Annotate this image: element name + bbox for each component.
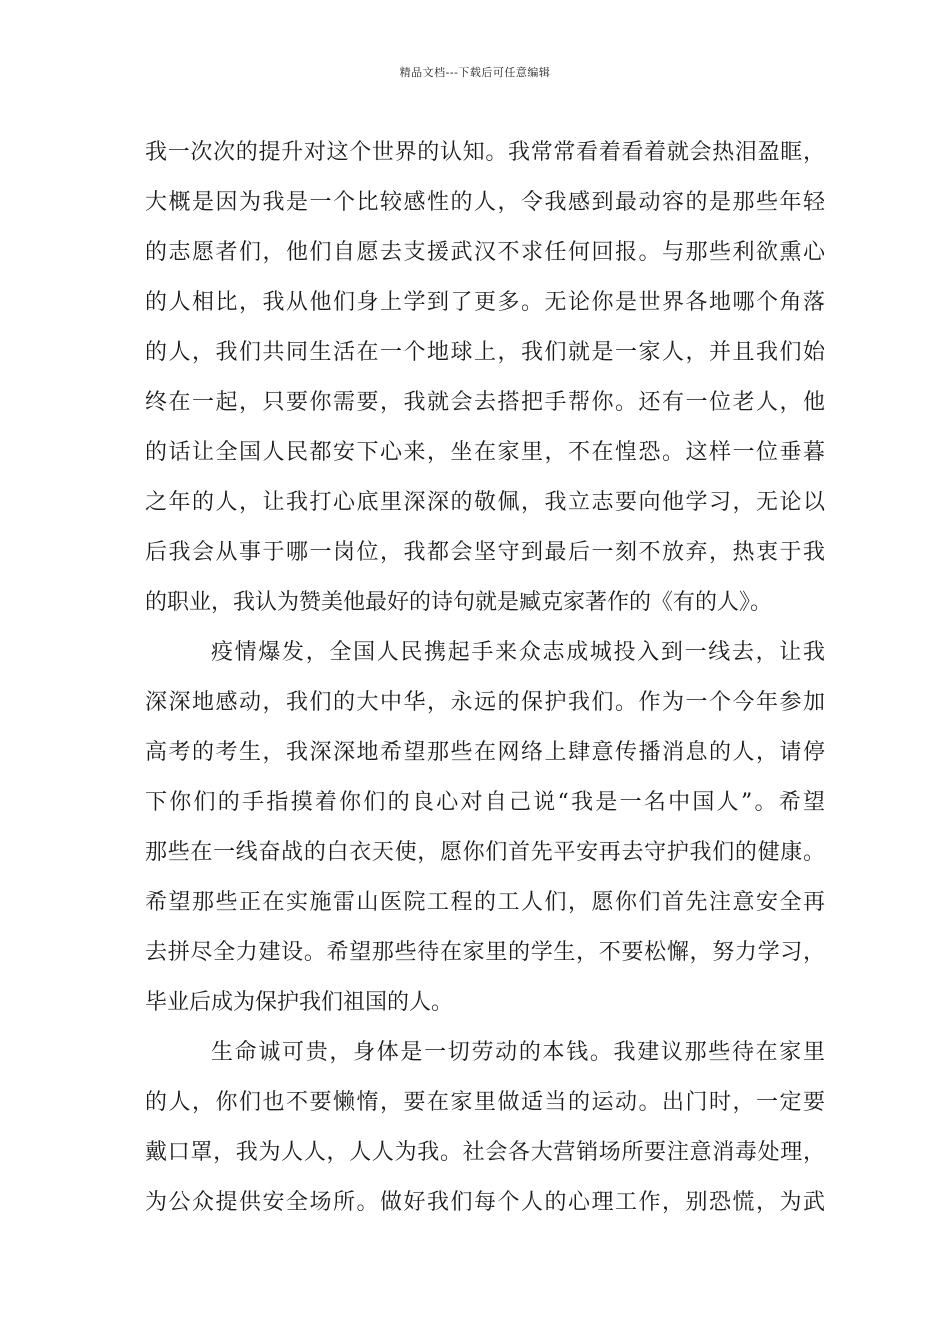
text-line: 去拼尽全力建设。希望那些待在家里的学生，不要松懈，努力学习， bbox=[145, 940, 825, 965]
text-line: 的话让全国人民都安下心来，坐在家里，不在惶恐。这样一位垂暮 bbox=[145, 440, 825, 465]
text-line: 下你们的手指摸着你们的良心对自己说“我是一名中国人”。希望 bbox=[145, 790, 825, 815]
text-line: 我一次次的提升对这个世界的认知。我常常看着看着就会热泪盈眶， bbox=[145, 140, 825, 165]
text-line: 戴口罩，我为人人，人人为我。社会各大营销场所要注意消毒处理， bbox=[145, 1140, 825, 1165]
text-line: 终在一起，只要你需要，我就会去搭把手帮你。还有一位老人，他 bbox=[145, 390, 825, 415]
text-line: 为公众提供安全场所。做好我们每个人的心理工作，别恐慌，为武 bbox=[145, 1190, 825, 1215]
text-line: 疫情爆发，全国人民携起手来众志成城投入到一线去，让我 bbox=[211, 640, 825, 665]
text-line: 的志愿者们，他们自愿去支援武汉不求任何回报。与那些利欲熏心 bbox=[145, 240, 825, 265]
text-line: 的人，你们也不要懒惰，要在家里做适当的运动。出门时，一定要 bbox=[145, 1090, 825, 1115]
text-line: 希望那些正在实施雷山医院工程的工人们，愿你们首先注意安全再 bbox=[145, 890, 825, 915]
text-line: 毕业后成为保护我们祖国的人。 bbox=[145, 990, 454, 1015]
page-header: 精品文档---下载后可任意编辑 bbox=[399, 66, 551, 79]
text-line: 深深地感动，我们的大中华，永远的保护我们。作为一个今年参加 bbox=[145, 690, 825, 715]
document-body bbox=[145, 128, 825, 1228]
text-line: 的人相比，我从他们身上学到了更多。无论你是世界各地哪个角落 bbox=[145, 290, 825, 315]
text-line: 高考的考生，我深深地希望那些在网络上肆意传播消息的人，请停 bbox=[145, 740, 825, 765]
text-line: 大概是因为我是一个比较感性的人，令我感到最动容的是那些年轻 bbox=[145, 190, 825, 215]
text-line: 之年的人，让我打心底里深深的敬佩，我立志要向他学习，无论以 bbox=[145, 490, 825, 515]
text-line: 的职业，我认为赞美他最好的诗句就是臧克家著作的《有的人》。 bbox=[145, 590, 773, 615]
text-line: 的人，我们共同生活在一个地球上，我们就是一家人，并且我们始 bbox=[145, 340, 825, 365]
text-line: 后我会从事于哪一岗位，我都会坚守到最后一刻不放弃，热衷于我 bbox=[145, 540, 825, 565]
text-line: 那些在一线奋战的白衣天使，愿你们首先平安再去守护我们的健康。 bbox=[145, 840, 825, 865]
text-line: 生命诚可贵，身体是一切劳动的本钱。我建议那些待在家里 bbox=[211, 1040, 825, 1065]
